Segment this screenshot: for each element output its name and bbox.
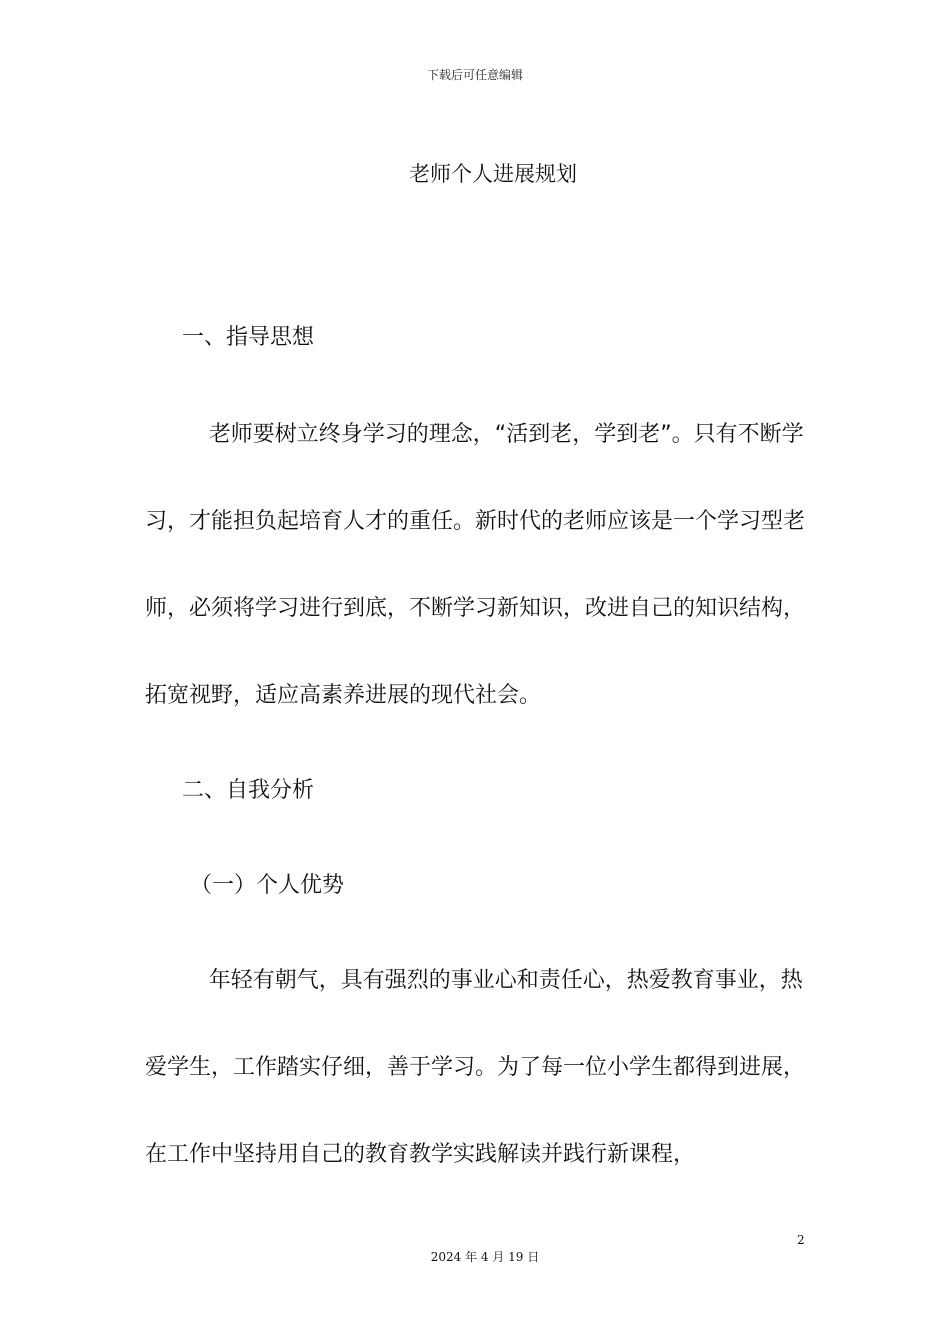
header-note: 下载后可任意编辑: [426, 68, 523, 82]
subsection-heading-personal-strengths: （一）个人优势: [190, 873, 345, 898]
paragraph-personal-strengths: 年轻有朝气，具有强烈的事业心和责任心，热爱教育事业，热爱学生，工作踏实仔细，善于学习。为了每一位小学生都得到进展，在工作中坚持用自己的教育教学实践解读并践行新课程，: [145, 968, 806, 1167]
paragraph-guiding-ideology: 老师要树立终身学习的理念，“活到老，学到老”。只有不断学习，才能担负起培育人才的重任。新时代的老师应该是一个学习型老师，必须将学习进行到底，不断学习新知识，改进自己的知识结构，拓宽视野，适应高素养进展的现代社会。: [145, 422, 806, 708]
section-heading-self-analysis: 二、自我分析: [182, 778, 315, 803]
footer-date: 2024 年 4 月 19 日: [430, 1250, 540, 1264]
document-title: 老师个人进展规划: [409, 162, 577, 186]
page-number: 2: [797, 1233, 805, 1247]
section-heading-guiding-ideology: 一、指导思想: [182, 325, 315, 350]
